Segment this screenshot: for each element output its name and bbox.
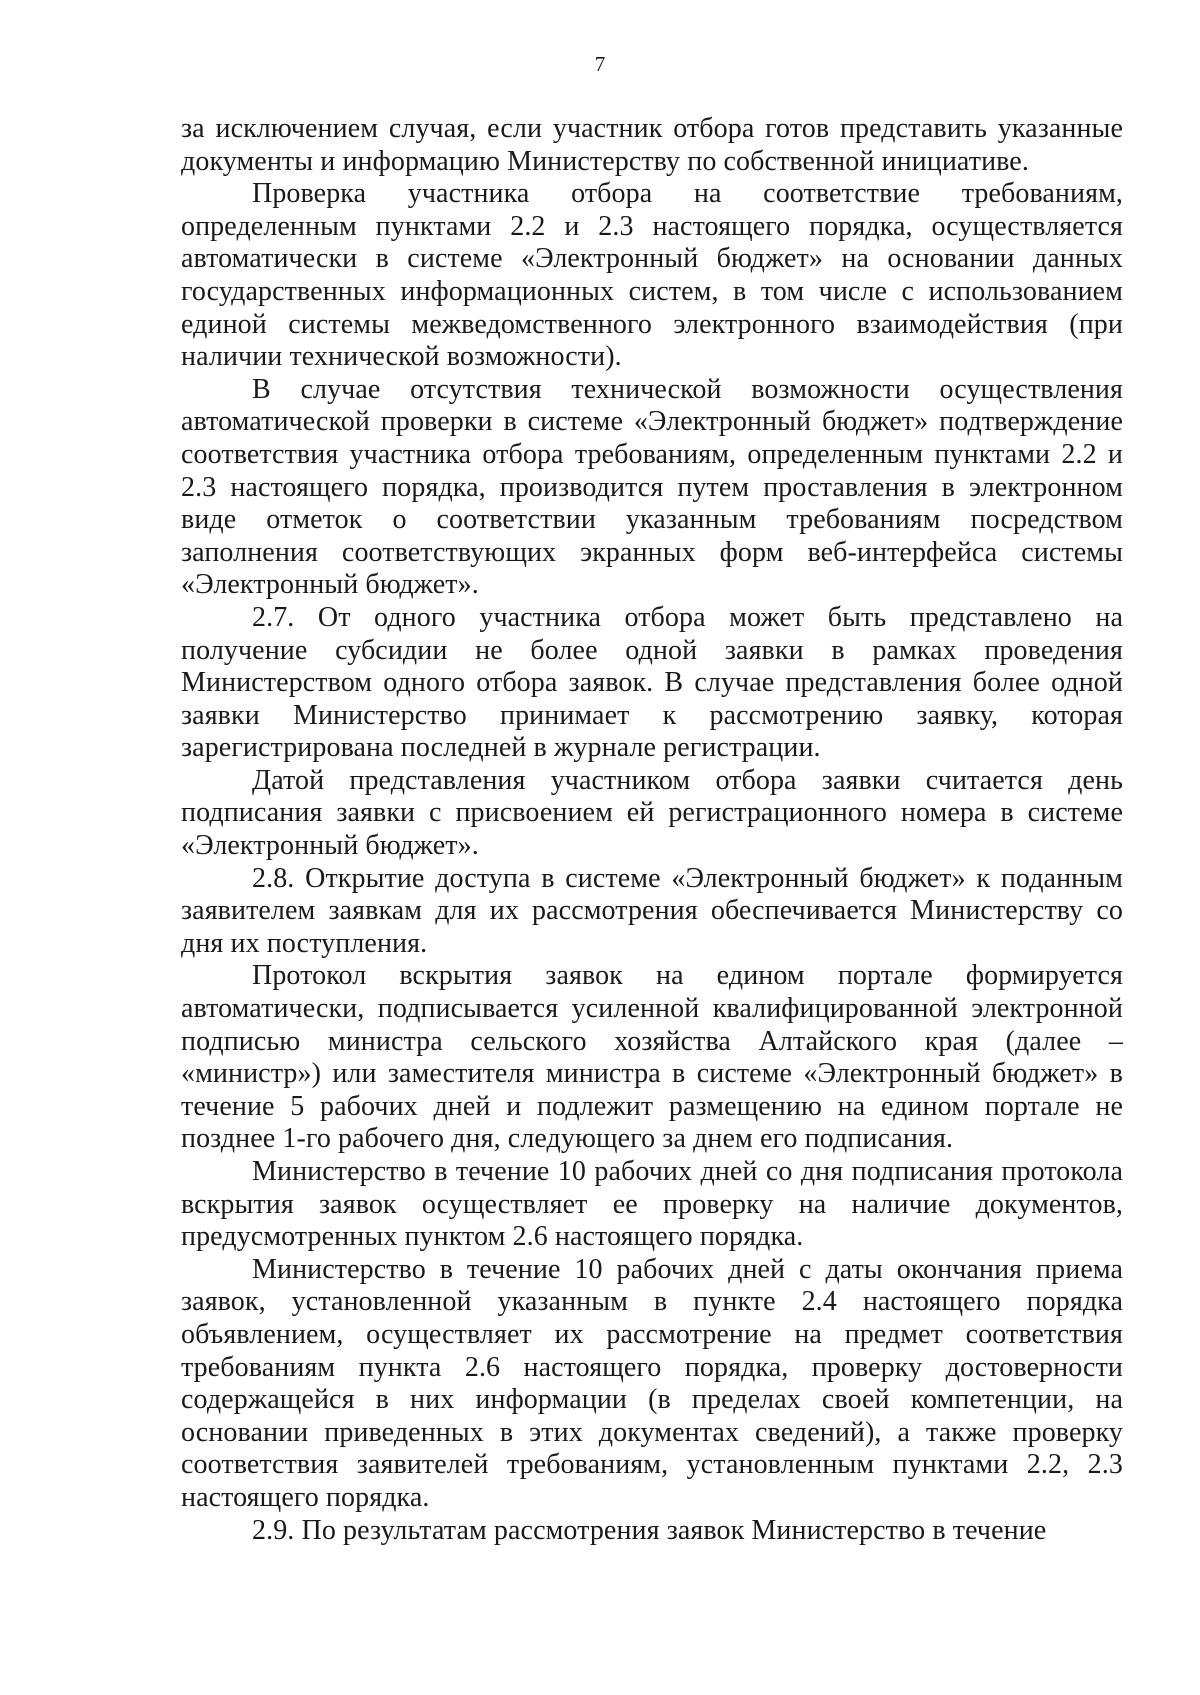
paragraph-review: Министерство в течение 10 рабочих дней с даты окончания приема заявок, установленной указанным в пункте 2.4 настоящего порядка объявлением, осуществляет их рассмотрение на предмет соответствия требованиям пункта 2.6 настоящего порядка, проверку достоверности содержащейся в них информации (в пределах своей компетенции, на основании приведенных в этих документах сведений), а также проверку соответствия заявителей требованиям, установленным пунктами 2.2, 2.3 настоящего порядка.: [181, 1253, 1123, 1513]
document-body: [181, 113, 1123, 1547]
paragraph-document-check: Министерство в течение 10 рабочих дней со дня подписания протокола вскрытия заявок осуществляет ее проверку на наличие документов, предусмотренных пунктом 2.6 настоящего порядка.: [181, 1156, 1123, 1253]
paragraph-2-9: 2.9. По результатам рассмотрения заявок Министерство в течение: [252, 1514, 1047, 1546]
paragraph-check-participant: Проверка участника отбора на соответствие требованиям, определенным пунктами 2.2 и 2.3 настоящего порядка, осуществляется автоматически в системе «Электронный бюджет» на основании данных государственных информационных систем, в том числе с использованием единой системы межведомственного электронного взаимодействия (при наличии технической возможности).: [181, 178, 1123, 373]
paragraph-2-7: 2.7. От одного участника отбора может быть представлено на получение субсидии не более одной заявки в рамках проведения Министерством одного отбора заявок. В случае представления более одной заявки Министерство принимает к рассмотрению заявку, которая зарегистрирована последней в журнале регистрации.: [181, 601, 1123, 764]
page-number: 7: [594, 52, 606, 76]
paragraph-submission-date: Датой представления участником отбора заявки считается день подписания заявки с присвоением ей регистрационного номера в системе «Электронный бюджет».: [181, 764, 1123, 862]
paragraph-no-technical-possibility: В случае отсутствия технической возможности осуществления автоматической проверки в системе «Электронный бюджет» подтверждение соответствия участника отбора требованиям, определенным пунктами 2.2 и 2.3 настоящего порядка, производится путем проставления в электронном виде отметок о соответствии указанным требованиям посредством заполнения соответствующих экранных форм веб-интерфейса системы «Электронный бюджет».: [181, 373, 1123, 601]
paragraph-opening-protocol: Протокол вскрытия заявок на едином портале формируется автоматически, подписывается усиленной квалифицированной электронной подписью министра сельского хозяйства Алтайского края (далее – «министр») или заместителя министра в системе «Электронный бюджет» в течение 5 рабочих дней и подлежит размещению на едином портале не позднее 1-го рабочего дня, следующего за днем его подписания.: [181, 960, 1123, 1155]
paragraph-2-8: 2.8. Открытие доступа в системе «Электронный бюджет» к поданным заявителем заявкам для их рассмотрения обеспечивается Министерству со дня их поступления.: [181, 862, 1123, 959]
paragraph-continuation: за исключением случая, если участник отбора готов представить указанные документы и информацию Министерству по собственной инициативе.: [181, 113, 1123, 177]
